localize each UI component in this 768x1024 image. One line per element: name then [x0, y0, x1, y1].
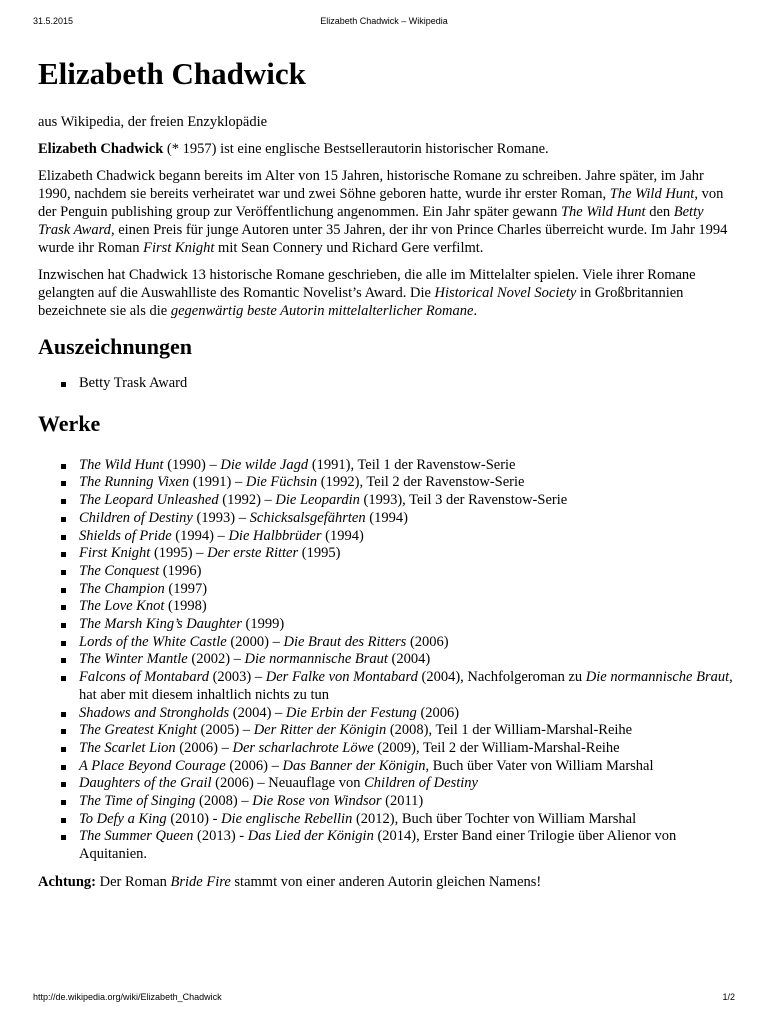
work-title: To Defy a King [79, 810, 167, 827]
work-text: (2004) – [229, 704, 286, 721]
print-url: http://de.wikipedia.org/wiki/Elizabeth_Chadwick [33, 992, 222, 1002]
list-item [38, 828, 738, 863]
bullet-icon [61, 605, 66, 610]
work-german-title: Die normannische Braut [585, 669, 730, 686]
bullet-icon [61, 747, 66, 752]
work-title: A Place Beyond Courage [79, 757, 226, 774]
bullet-icon [61, 499, 66, 504]
list-item [38, 474, 738, 492]
print-header [0, 16, 768, 30]
list-item [38, 634, 738, 652]
article-content [38, 56, 738, 891]
work-text: (1992) – [218, 492, 276, 509]
work-text: (1992), Teil 2 der Ravenstow-Serie [317, 474, 525, 491]
work-title: The Winter Mantle [79, 651, 188, 668]
list-item [38, 528, 738, 546]
print-page-title: Elizabeth Chadwick – Wikipedia [320, 16, 448, 26]
work-title: The Wild Hunt [79, 456, 164, 473]
list-item [38, 581, 738, 599]
work-german-title: Die Braut des Ritters [283, 633, 407, 650]
work-title: Shields of Pride [79, 527, 172, 544]
work-text: (1995) – [150, 545, 208, 562]
bullet-icon [61, 835, 66, 840]
work-german-title: Der Ritter der Königin [253, 722, 387, 739]
list-item [38, 616, 738, 634]
list-item [38, 811, 738, 829]
work-text: (2008), Teil 1 der William-Marshal-Reihe [386, 722, 633, 739]
work-german-title: Die Rose von Windsor [252, 793, 382, 810]
work-title: The Marsh King’s Daughter [79, 616, 242, 633]
work-german-title: Die wilde Jagd [220, 456, 309, 473]
list-item [38, 669, 738, 704]
work-german-title: Die normannische Braut [244, 651, 388, 668]
work-text: (1996) [159, 562, 202, 579]
work-german-title: Das Lied der Königin [247, 828, 374, 845]
work-german-title: Die Erbin der Festung [285, 704, 417, 721]
work-text: (1993), Teil 3 der Ravenstow-Serie [359, 492, 568, 509]
bullet-icon [61, 765, 66, 770]
work-german-title: Der Falke von Montabard [265, 669, 418, 686]
list-item [38, 510, 738, 528]
work-text: (1993) – [192, 509, 250, 526]
work-text: , hat aber mit diesem inhaltlich nichts zu tun [79, 669, 733, 703]
work-german-title: Schicksalsgefährten [249, 509, 366, 526]
list-item [38, 758, 738, 776]
work-text: (1995) [298, 545, 341, 562]
work-german-title: Der erste Ritter [207, 545, 299, 562]
work-text: (2004), Nachfolgeroman zu [417, 669, 586, 686]
work-german-title: Das Banner der Königin [282, 757, 426, 774]
quote: gegenwärtig beste Autorin mittelalterlicher Romane [170, 303, 474, 319]
list-item: Betty Trask Award [38, 375, 738, 393]
note-label: Achtung: [38, 873, 97, 890]
bullet-icon [61, 535, 66, 540]
book-title: The Wild Hunt [609, 186, 695, 202]
work-text: (1994) [365, 509, 408, 526]
bullet-icon [61, 658, 66, 663]
bullet-icon [61, 570, 66, 575]
print-footer [0, 992, 768, 1006]
list-item [38, 651, 738, 669]
intro-paragraph: Elizabeth Chadwick (* 1957) ist eine englische Bestsellerautorin historischer Romane. [38, 141, 549, 157]
bullet-icon [61, 641, 66, 646]
book-title: Bride Fire [170, 873, 231, 890]
list-item [38, 563, 738, 581]
work-text: (2009), Teil 2 der William-Marshal-Reihe [373, 739, 620, 756]
work-text: (2008) – [195, 793, 253, 810]
bullet-icon [61, 481, 66, 486]
list-item [38, 457, 738, 475]
print-page-number: 1/2 [722, 992, 735, 1002]
page-title: Elizabeth Chadwick [38, 56, 306, 91]
work-title: The Leopard Unleashed [79, 492, 219, 509]
reception-paragraph: Inzwischen hat Chadwick 13 historische Romane geschrieben, die alle im Mittelalter spielen. Viele ihrer Romane gelangten auf die Auswahlliste des Romantic Novelist’s Award. Die Historical Novel Society in Großbritannien bezeichnete sie als die gegenwärtig beste Autorin mittelalterlicher Romane. [38, 267, 696, 319]
work-title: Children of Destiny [79, 509, 193, 526]
bullet-icon [61, 818, 66, 823]
work-text: (2010) - [166, 810, 222, 827]
note-paragraph: Achtung: Der Roman Bride Fire stammt von einer anderen Autorin gleichen Namens! [38, 873, 542, 890]
work-german-title: Die Halbbrüder [228, 527, 322, 544]
work-text: (2011) [381, 793, 424, 810]
work-text: , Buch über Vater von William Marshal [425, 757, 654, 774]
work-title: The Scarlet Lion [79, 739, 176, 756]
work-text: (1997) [164, 580, 208, 597]
list-item [38, 740, 738, 758]
subject-name: Elizabeth Chadwick [38, 141, 164, 157]
work-german-title: Die Füchsin [245, 474, 318, 491]
organization-name: Historical Novel Society [434, 285, 577, 301]
awards-list [38, 375, 738, 393]
work-title: The Greatest Knight [79, 722, 197, 739]
bullet-icon [61, 676, 66, 681]
bullet-icon [61, 588, 66, 593]
work-text: (2002) – [187, 651, 245, 668]
bullet-icon [61, 464, 66, 469]
work-german-title: Children of Destiny [364, 775, 478, 792]
book-title: First Knight [143, 240, 215, 256]
work-text: (2005) – [196, 722, 254, 739]
bullet-icon [61, 800, 66, 805]
work-text: (2006) – Neuauflage von [211, 775, 365, 792]
works-heading: Werke [38, 410, 101, 436]
work-text: (2003) – [208, 669, 266, 686]
work-text: (2004) [387, 651, 431, 668]
work-text: (2013) - [193, 828, 248, 845]
work-title: The Summer Queen [79, 828, 194, 845]
bullet-icon [61, 382, 66, 387]
list-item [38, 722, 738, 740]
bullet-icon [61, 517, 66, 522]
work-german-title: Die englische Rebellin [221, 810, 353, 827]
work-text: (1990) – [163, 456, 221, 473]
awards-heading: Auszeichnungen [38, 334, 193, 359]
work-title: Falcons of Montabard [79, 669, 209, 686]
work-text: (1991), Teil 1 der Ravenstow-Serie [308, 456, 516, 473]
list-item [38, 793, 738, 811]
work-title: Shadows and Strongholds [79, 704, 230, 721]
work-title: Daughters of the Grail [79, 775, 212, 792]
award-name: Betty Trask Award [38, 204, 704, 238]
work-text: (1999) [241, 616, 285, 633]
work-text: (1994) – [171, 527, 229, 544]
work-text: (2006) [416, 704, 460, 721]
work-german-title: Die Leopardin [275, 492, 360, 509]
bullet-icon [61, 623, 66, 628]
print-date: 31.5.2015 [33, 16, 74, 26]
bullet-icon [61, 712, 66, 717]
book-title: The Wild Hunt [560, 204, 646, 220]
work-text: (1991) – [189, 474, 246, 491]
list-item [38, 705, 738, 723]
work-title: The Champion [79, 580, 165, 597]
work-text: (1998) [164, 598, 207, 615]
work-text: (2000) – [226, 633, 284, 650]
bullet-icon [61, 729, 66, 734]
work-text: (2006) – [225, 757, 283, 774]
bullet-icon [61, 552, 66, 557]
work-title: First Knight [79, 545, 151, 562]
list-item [38, 492, 738, 510]
work-title: Lords of the White Castle [79, 633, 227, 650]
work-text: (2006) – [175, 739, 233, 756]
works-list [38, 457, 738, 864]
work-text: (1994) [321, 527, 364, 544]
work-text: (2006) [406, 633, 449, 650]
work-text: (2014), Erster Band einer Trilogie über Alienor von Aquitanien. [79, 828, 677, 863]
work-german-title: Der scharlachrote Löwe [232, 739, 374, 756]
bullet-icon [61, 782, 66, 787]
work-text: (2012), Buch über Tochter von William Marshal [352, 810, 637, 827]
page-subtitle: aus Wikipedia, der freien Enzyklopädie [38, 114, 268, 130]
work-title: The Time of Singing [79, 793, 196, 810]
career-paragraph: Elizabeth Chadwick begann bereits im Alter von 15 Jahren, historische Romane zu schreiben. Jahre später, im Jahr 1990, nachdem sie bereits verheiratet war und zwei Söhne geboren hatte, wurde ihr erster Roman, The Wild Hunt, von der Penguin publishing group zur Veröffentlichung angenommen. Ein Jahr später gewann The Wild Hunt den Betty Trask Award, einen Preis für junge Autoren unter 35 Jahren, der ihr von Prince Charles überreicht wurde. Im Jahr 1994 wurde ihr Roman First Knight mit Sean Connery und Richard Gere verfilmt. [38, 168, 728, 256]
work-title: The Conquest [79, 562, 160, 579]
list-item [38, 775, 738, 793]
work-title: The Running Vixen [79, 474, 190, 491]
work-title: The Love Knot [79, 598, 165, 615]
list-item [38, 545, 738, 563]
list-item [38, 598, 738, 616]
